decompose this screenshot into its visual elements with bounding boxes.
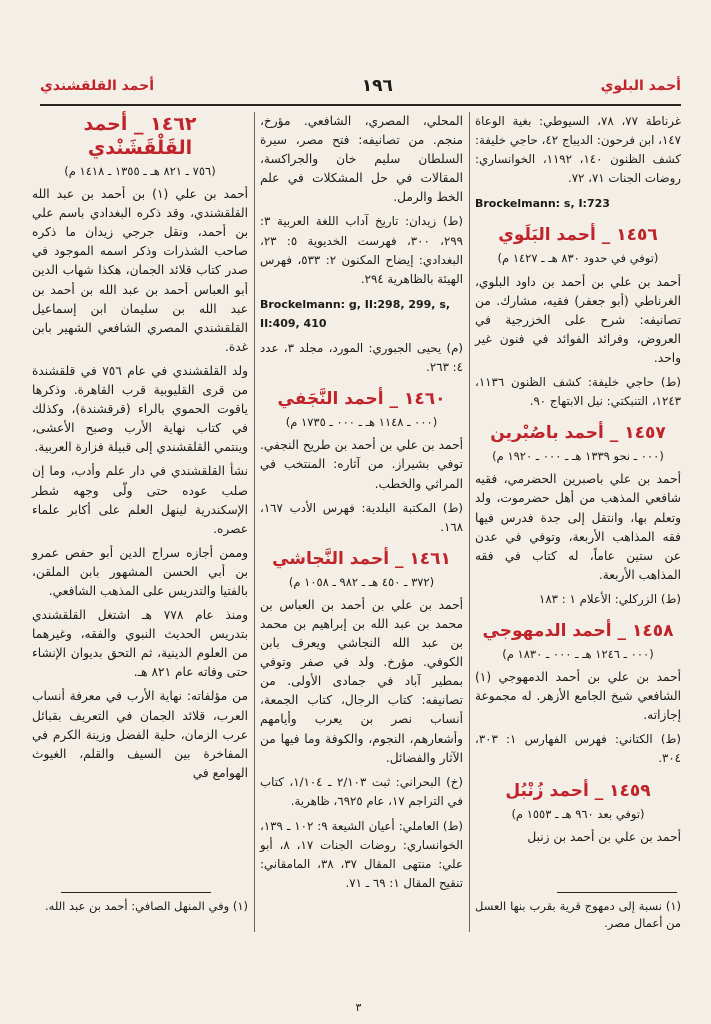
entry-dates: (٧٥٦ ـ ٨٢١ هـ ـ ١٣٥٥ ـ ١٤١٨ م) — [64, 164, 216, 178]
entry-body: أحمد بن علي بن أحمد بن زنبل — [527, 829, 681, 844]
entry-dates: (توفي في حدود ٨٣٠ هـ ـ ١٤٢٧ م) — [497, 251, 659, 266]
entry-title: ١٤٥٩ _ أحمد زُنْبُل — [505, 780, 651, 801]
running-header-left: أحمد القلقشندي — [40, 78, 155, 94]
entry-references: (خ) البحراني: ثبت ٢/١٠٣ ـ ١/١٠٤، كتاب في التراجم ١٧، عام ٦٩٢٥، ظاهرية. — [260, 774, 463, 808]
entry-references: (ط) المكتبة البلدية: فهرس الأدب ١٦٧، ١٦٨. — [260, 500, 463, 534]
entry-paragraph: نشأ القلقشندي في دار علم وأدب، وما إن صلب عوده حتى ولّى وجهه شطر الإسكندرية لينهل العلم على أكابر علماء عصره. — [32, 464, 248, 536]
entry-1461 — [260, 547, 463, 894]
entry-dates: (٠٠٠ ـ ١٢٤٦ هـ ـ ٠٠٠ ـ ١٨٣٠ م) — [502, 646, 654, 661]
column-right — [475, 112, 681, 852]
column-middle — [260, 112, 463, 899]
entry-dates: (٠٠٠ ـ ١١٤٨ هـ ـ ٠٠٠ ـ ١٧٣٥ م) — [285, 415, 438, 430]
entry-title: ١٤٦٠ _ أحمد النَّجَفي — [277, 389, 446, 410]
entry-1459 — [475, 779, 681, 847]
continued-references: (ط) زيدان: تاريخ آداب اللغة العربية ٣: ٢٩٩، ٣٠٠، فهرست الخديوية ٥: ٢٣، البغدادي: إيضاح المكنون ٢: ٥٣٣، فهرس الهيئة بالظاهرية ٢٩٤. — [260, 214, 463, 286]
entry-paragraph: وممن أجازه سراج الدين أبو حفص عمرو بن أبي الحسن المشهور بابن الملقن، بالفتيا والتدريس على المذهب الشافعي. — [32, 545, 248, 598]
entry-body: أحمد بن علي بن أحمد بن طريح النجفي. توفي بشيراز. من آثاره: المنتخب في المراثي والخطب. — [260, 438, 463, 491]
entry-paragraph: ومنذ عام ٧٧٨ هـ اشتغل القلقشندي بتدريس الحديث النبوي والفقه، وغيرهما من العلوم الدينية، ثم التحق بديوان الإنشاء حتى وفاته عام ٨٢١ هـ. — [32, 608, 248, 680]
entry-body: أحمد بن علي بن أحمد بن العباس بن محمد بن عبد الله بن إبراهيم بن محمد بن عبد الله النجاشي ويعرف بابن الكوفي. مؤرخ. ولد في صفر وتوفي بمطير آباد في جمادى الأولى. من تصانيفه: كتاب الرجال، كتاب الجمعة، أنساب نصر بن يعرب وأيامهم وأشعارهم، النجوم، والكوفة وما فيها من الآثار والفضائل. — [260, 597, 463, 765]
continued-entry-body: المحلي، المصري، الشافعي. مؤرخ، منجم. من تصانيفه: فتح مصر، سيرة السلطان سليم خان والجراكسة، المقالات في حل المشكلات في علم الخط والرمل. — [260, 114, 463, 205]
entry-body: أحمد بن علي بن أحمد الدمهوجي (١) الشافعي شيخ الجامع الأزهر. له مجموعة إجازاته. — [475, 670, 681, 723]
entry-1460 — [260, 387, 463, 537]
entry-title: ١٤٥٧ _ أحمد باصُبْرين — [490, 423, 666, 444]
footnote-rule-right — [557, 892, 677, 893]
entry-dates: (٣٧٢ ـ ٤٥٠ هـ ـ ٩٨٢ ـ ١٠٥٨ م) — [288, 574, 435, 589]
page-mark: ٣ — [355, 1001, 362, 1014]
footnote-left: (١) وفي المنهل الصافي: أحمد بن عبد الله. — [45, 899, 248, 913]
entry-title: ١٤٥٦ _ أحمد البَلَوي — [498, 225, 658, 246]
entry-title: ١٤٦١ _ أحمد النَّجاشي — [272, 548, 451, 569]
entry-references: (ط) الزركلي: الأعلام ١ : ١٨٣ — [538, 591, 681, 606]
running-header — [40, 68, 681, 106]
entry-paragraph: ولد القلقشندي في عام ٧٥٦ في قلقشندة من قرى القليوبية قرب القاهرة. وذكرها ياقوت الحموي بالراء (قرقشندة)، وكذلك في كتاب نهاية الأرب وصبح الأعشى، وينتمي القلقشندي إلى قبيلة فزارة العربية. — [32, 363, 249, 455]
entry-1456 — [475, 223, 681, 411]
continued-references: غرناطة ٧٧، ٧٨، السيوطي: بغية الوعاة ١٤٧، ابن فرحون: الديباج ٤٢، حاجي خليفة: كشف الظنون ١٤٠، ١١٩٢، الخوانساري: روضات الجنات ٧١، ٧٢. — [475, 114, 682, 186]
continued-references-2: (م) يحيى الجبوري: المورد، مجلد ٣، عدد ٤: ٢٦٣. — [260, 341, 464, 375]
running-header-right: أحمد البلوي — [600, 78, 681, 94]
entry-references: (ط) الكتاني: فهرس الفهارس ١: ٣٠٣، ٣٠٤. — [475, 732, 681, 766]
brockelmann-reference: Brockelmann: g, II:298, 299, s, II:409, 410 — [260, 297, 451, 330]
entry-body: أحمد بن علي بن أحمد بن داود البلوي، الغرناطي (أبو جعفر) فقيه، مشارك. من تصانيفه: شرح على الخزرجية في العروض، وفرائد الفوائد في فنون غير واحد. — [475, 274, 681, 365]
entry-dates: (٠٠٠ ـ نحو ١٣٣٩ هـ ـ ٠٠٠ ـ ١٩٢٠ م) — [492, 449, 664, 464]
entry-1457 — [475, 421, 681, 609]
entry-1462 — [32, 112, 248, 783]
column-divider-left — [254, 112, 255, 932]
brockelmann-reference: Brockelmann: s, I:723 — [475, 197, 610, 211]
column-left — [32, 112, 248, 788]
entry-paragraph: أحمد بن علي (١) بن أحمد بن عبد الله القلقشندي، وقد ذكره البغدادي باسم علي بن أحمد، ونقل جرجي زيدان ما ذكره صاحب الشذرات وذكر اسمه الموجود في صدر كتاب قلائد الجمان، هكذا شهاب الدين أبو العباس أحمد بن عبد الله بن أحمد بن عبد الله بن سليمان ابن إسماعيل القلقشندي المصري الشافعي الشهير بابن غدة. — [32, 187, 249, 354]
entry-references: (ط) حاجي خليفة: كشف الظنون ١١٣٦، ١٢٤٣، التنبكتي: نيل الابتهاج ٩٠. — [475, 375, 681, 409]
entry-references-2: (ط) العاملي: أعيان الشيعة ٩: ١٠٢ ـ ١٣٩، الخوانساري: روضات الجنات ١٧، ٨، أبو علي: منتهى المقال ٣٧، ٣٨، المامقاني: تنقيح المقال ١: ٦٩ ـ ٧١. — [260, 818, 464, 891]
page-number: ١٩٦ — [361, 76, 393, 96]
entry-dates: (توفي بعد ٩٦٠ هـ ـ ١٥٥٣ م) — [511, 806, 645, 821]
entry-paragraph: من مؤلفاته: نهاية الأرب في معرفة أنساب العرب، قلائد الجمان في التعريف بقبائل عرب الزمان، حلية الفضل وزينة الكرم في المفاخرة بين السيف والقلم، الغيوث الهوامع في — [32, 689, 248, 780]
entry-title: ١٤٦٢ _ أحمد القَلْقَشَنْدي — [83, 113, 197, 159]
entry-1458 — [475, 619, 681, 769]
footnote-right: (١) نسبة إلى دمهوج قرية بقرب بنها العسل من أعمال مصر. — [475, 899, 681, 930]
entry-title: ١٤٥٨ _ أحمد الدمهوجي — [482, 620, 674, 641]
entry-body: أحمد بن علي باصبرين الحضرمي، فقيه شافعي المذهب من أهل حضرموت، ولد وتعلم بها، وانتقل إلى جدة فدرس فيها فقه المذاهب الأربعة، وتوفي في عدن عن ستين عاماً، له كتاب في فقه المذاهب الأربعة. — [475, 472, 681, 582]
column-divider-right — [469, 112, 470, 932]
footnote-rule-left — [61, 892, 211, 893]
